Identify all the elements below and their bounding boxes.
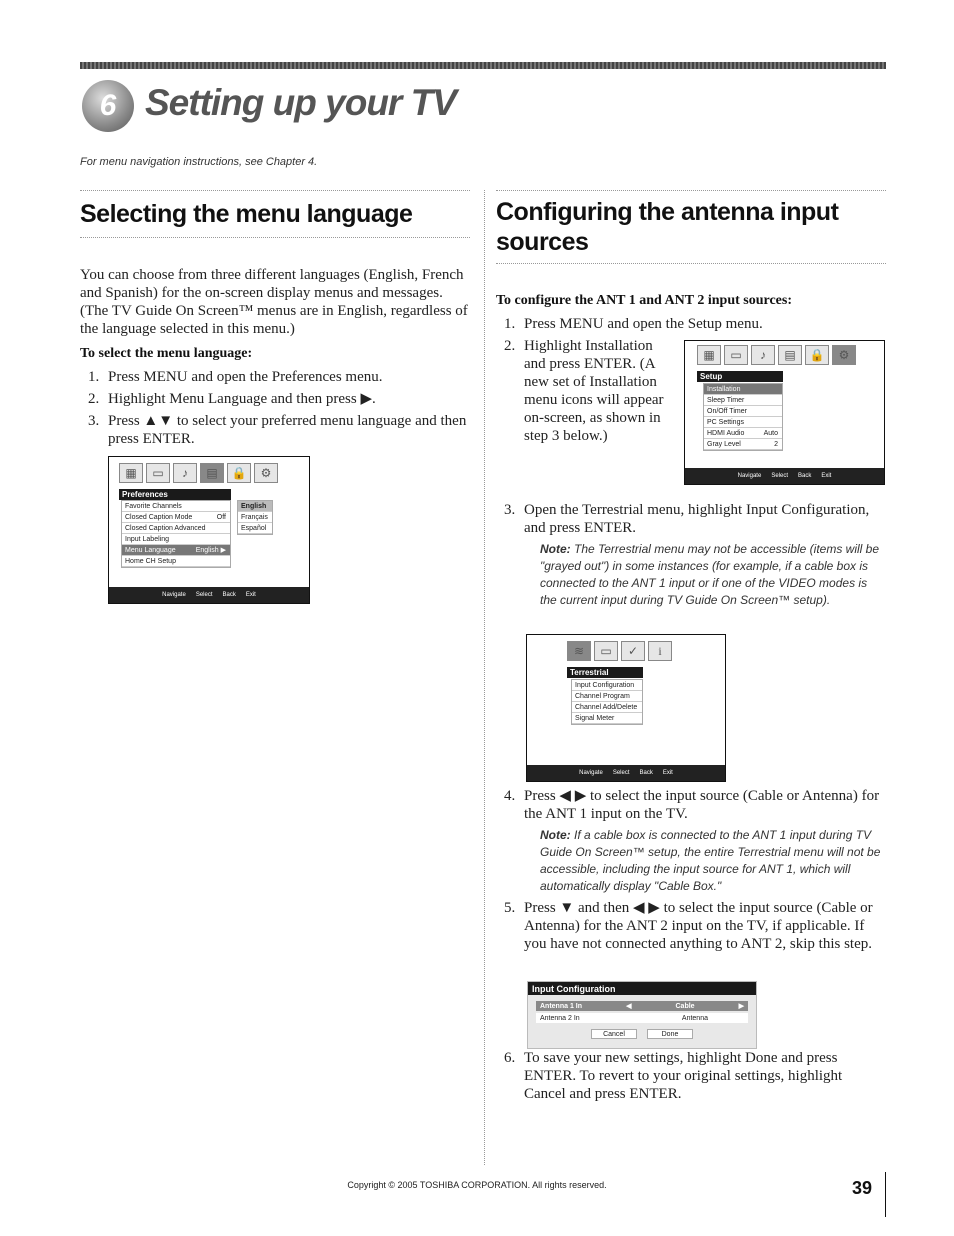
step-number: 2.: [88, 391, 100, 407]
done-button[interactable]: Done: [647, 1029, 693, 1039]
menu-item: [122, 501, 230, 512]
page-number-bar: [885, 1172, 886, 1217]
chapter-title: Setting up your TV: [145, 82, 456, 123]
intro-line: You can choose from three different languages (English, French: [80, 267, 464, 283]
tv-guide-icon: ▭: [594, 641, 618, 661]
note: [496, 541, 886, 609]
step-text: Open the Terrestrial menu, highlight Input Configuration, and press ENTER.: [524, 502, 870, 536]
menu-item-selected: [122, 545, 230, 556]
row-value: Antenna: [681, 1014, 708, 1022]
language-option: Español: [238, 523, 272, 534]
menu-item: [122, 523, 230, 534]
section-rule: [496, 263, 886, 264]
screen-footer: [685, 468, 884, 484]
step-text: Highlight Menu Language and then press ▶.: [108, 391, 376, 407]
row-label: Antenna 1 In: [540, 1002, 583, 1010]
menu-item-value: Off: [216, 514, 226, 521]
row-label: Antenna 2 In: [540, 1014, 580, 1022]
step-text: Press ▲▼ to select your preferred menu language and then press ENTER.: [108, 413, 467, 447]
back-hint: Back: [798, 473, 812, 479]
exit-hint: Exit: [662, 770, 673, 776]
step-number: 2.: [504, 338, 516, 354]
list-item: [80, 412, 470, 448]
list-item: [80, 368, 470, 386]
note-label: Note:: [540, 828, 571, 842]
menu-item-label: Home CH Setup: [125, 558, 176, 565]
intro-line: and Spanish) for the on-screen display menus and messages.: [80, 285, 443, 301]
menu-title: Preferences: [119, 489, 231, 500]
step-text-line: menu icons will appear: [524, 392, 664, 408]
list-item: [496, 501, 886, 537]
chevron-right-icon: ▶: [738, 1003, 744, 1010]
menu-item: Input Configuration: [572, 680, 642, 691]
language-option: Français: [238, 512, 272, 523]
list-item: [496, 787, 886, 823]
section-rule: [80, 190, 470, 191]
select-hint: Select: [612, 770, 630, 776]
info-icon: i: [648, 641, 672, 661]
select-hint: Select: [195, 592, 213, 598]
copyright: Copyright © 2005 TOSHIBA CORPORATION. All rights reserved.: [347, 1180, 607, 1190]
list-item: [496, 315, 886, 333]
panel-title: Input Configuration: [528, 982, 756, 995]
menu-item: [704, 395, 782, 406]
audio-icon: ♪: [751, 345, 775, 365]
menu-item: [122, 534, 230, 545]
column-divider: [484, 190, 485, 1165]
menu-item-label: Input Labeling: [125, 536, 169, 543]
step-text: To save your new settings, highlight Done and press ENTER. To revert to your original settings, highlight Cancel and press ENTER.: [524, 1050, 843, 1102]
preferences-icon: ▤: [778, 345, 802, 365]
step-text-line: on-screen, as shown in: [524, 410, 661, 426]
intro-line: (The TV Guide On Screen™ menus are in English, regardless of: [80, 303, 468, 319]
menu-item-value: Auto: [763, 430, 778, 437]
back-hint: Back: [639, 770, 653, 776]
menu-item: [704, 439, 782, 450]
step-number: 4.: [504, 788, 516, 804]
menu-item: [704, 406, 782, 417]
setup-screen: [684, 340, 885, 485]
menu-item: Channel Program: [572, 691, 642, 702]
menu-item-value: 2: [774, 441, 778, 448]
navigate-hint: Navigate: [162, 592, 186, 598]
step-number: 6.: [504, 1050, 516, 1066]
header-bar: [80, 62, 886, 69]
terrestrial-menu: [571, 679, 643, 725]
left-column: [80, 190, 470, 452]
menu-item-label: PC Settings: [707, 419, 744, 426]
setup-icon: ⚙: [254, 463, 278, 483]
menu-icon-row: [119, 463, 278, 483]
screen-footer: [109, 587, 309, 603]
terrestrial-screen: [526, 634, 726, 782]
navigation-note: For menu navigation instructions, see Chapter 4.: [80, 156, 318, 168]
menu-item-label: Installation: [707, 386, 741, 393]
check-icon: ✓: [621, 641, 645, 661]
setup-icon: ⚙: [832, 345, 856, 365]
menu-item-label: Menu Language: [125, 547, 176, 554]
lock-icon: 🔒: [227, 463, 251, 483]
chapter-number-badge: 6: [82, 80, 134, 132]
terrestrial-icon: ≋: [567, 641, 591, 661]
step-text-line: new set of Installation: [524, 374, 657, 390]
step-text: Press ◀ ▶ to select the input source (Cable or Antenna) for the ANT 1 input on the TV.: [524, 788, 880, 822]
lock-icon: 🔒: [805, 345, 829, 365]
steps-list: [80, 368, 470, 448]
screen-icon: ▭: [146, 463, 170, 483]
step-text: Press ▼ and then ◀ ▶ to select the input source (Cable or Antenna) for the ANT 2 input on the TV, if applicable. If you have not connected anything to ANT 2, skip this step.: [524, 900, 873, 952]
menu-title: Terrestrial: [567, 667, 643, 678]
menu-item: Signal Meter: [572, 713, 642, 724]
steps-list: [496, 1049, 886, 1103]
language-option-selected: English: [238, 501, 272, 512]
step-number: 1.: [88, 369, 100, 385]
preferences-screen: [108, 456, 310, 604]
row-value: Cable: [675, 1002, 695, 1010]
menu-item-label: Closed Caption Advanced: [125, 525, 206, 532]
step-text: Press MENU and open the Preferences menu.: [108, 369, 383, 385]
list-item: [496, 899, 886, 953]
menu-item-label: On/Off Timer: [707, 408, 747, 415]
antenna-2-row: [536, 1013, 748, 1023]
page-number: 39: [852, 1178, 873, 1198]
picture-icon: ▦: [697, 345, 721, 365]
note: [496, 827, 886, 895]
menu-item-label: Gray Level: [707, 441, 741, 448]
menu-item-label: Sleep Timer: [707, 397, 745, 404]
steps-list: [496, 899, 886, 953]
menu-item: [122, 556, 230, 567]
exit-hint: Exit: [245, 592, 256, 598]
note-text: If a cable box is connected to the ANT 1 input during TV Guide On Screen™ setup, the entire Terrestrial menu will not be accessible, including the input source for ANT 1, which will automatically display "Cable Box.": [540, 828, 881, 893]
procedure-heading: To select the menu language:: [80, 346, 253, 361]
menu-item-label: HDMI Audio: [707, 430, 745, 437]
navigate-hint: Navigate: [579, 770, 603, 776]
steps-list: [496, 787, 886, 823]
menu-item-label: Closed Caption Mode: [125, 514, 193, 521]
step-text: Press MENU and open the Setup menu.: [524, 316, 763, 332]
screen-icon: ▭: [724, 345, 748, 365]
intro-paragraph: [80, 266, 470, 338]
picture-icon: ▦: [119, 463, 143, 483]
menu-item: [704, 428, 782, 439]
panel-buttons: [528, 1029, 756, 1039]
section-title-line: Configuring the antenna input: [496, 198, 839, 226]
menu-item: [704, 417, 782, 428]
step-text-line: Highlight Installation: [524, 338, 653, 354]
menu-item-label: Favorite Channels: [125, 503, 182, 510]
preferences-icon: ▤: [200, 463, 224, 483]
step-number: 1.: [504, 316, 516, 332]
menu-icon-row: [567, 641, 672, 661]
setup-menu: [703, 383, 783, 451]
cancel-button[interactable]: Cancel: [591, 1029, 637, 1039]
section-title-line: sources: [496, 228, 589, 256]
preferences-menu: [121, 500, 231, 568]
chevron-left-icon: ◀: [626, 1003, 632, 1010]
step-text-line: and press ENTER. (A: [524, 356, 656, 372]
antenna-1-row: [536, 1001, 748, 1011]
step-number: 3.: [504, 502, 516, 518]
procedure-heading: To configure the ANT 1 and ANT 2 input sources:: [496, 293, 793, 308]
exit-hint: Exit: [821, 473, 832, 479]
menu-item-selected: [704, 384, 782, 395]
step-number: 3.: [88, 413, 100, 429]
step-number: 5.: [504, 900, 516, 916]
menu-item: Channel Add/Delete: [572, 702, 642, 713]
input-configuration-panel: [527, 981, 757, 1049]
list-item: [496, 1049, 886, 1103]
intro-line: the language selected in this menu.): [80, 321, 295, 337]
audio-icon: ♪: [173, 463, 197, 483]
note-text: The Terrestrial menu may not be accessible (items will be "grayed out") in some instances (for example, if a cable box is connected to the ANT 1 input or if one of the VIDEO modes is the current input during TV Guide On Screen™ setup).: [540, 542, 880, 607]
menu-icon-row: [697, 345, 856, 365]
select-hint: Select: [771, 473, 788, 479]
menu-item: [122, 512, 230, 523]
section-title: Selecting the menu language: [80, 200, 413, 228]
language-options: [237, 500, 273, 535]
list-item: [80, 390, 470, 408]
section-rule: [80, 237, 470, 238]
section-rule: [496, 190, 886, 191]
menu-title: Setup: [697, 371, 783, 382]
note-label: Note:: [540, 542, 571, 556]
menu-item-value: English ▶: [195, 547, 226, 554]
navigate-hint: Navigate: [737, 473, 762, 479]
back-hint: Back: [222, 592, 236, 598]
screen-footer: [527, 765, 725, 781]
step-text-line: step 3 below.): [524, 428, 608, 444]
